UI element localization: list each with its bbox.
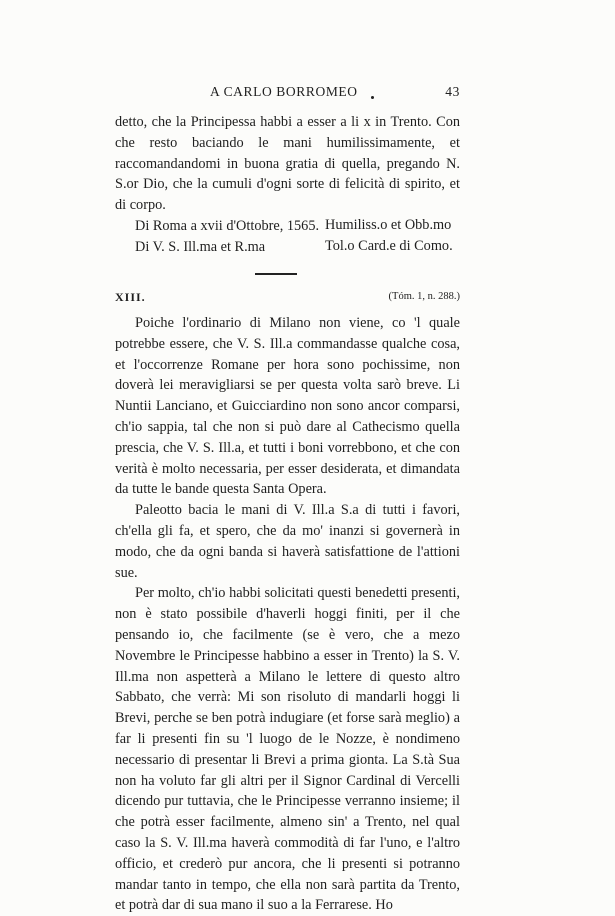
paragraph: Paleotto bacia le mani di V. Ill.a S.a di tutti i favori, ch'ella gli fa, et spero, che da mo' inanzi si governerà in modo, che da ogni banda si haverà satisfattione de l'attioni sue.: [115, 502, 460, 581]
letter-address: Di V. S. Ill.ma et R.ma: [135, 238, 266, 255]
signature-line-1: Humiliss.o et Obb.mo: [325, 217, 452, 233]
section-divider: [255, 273, 297, 275]
letter-xiii-body: [115, 313, 460, 916]
running-title: A CARLO BORROMEO: [210, 84, 358, 99]
ornament-dot: [371, 96, 374, 99]
source-reference: (Tóm. 1, n. 288.): [388, 291, 460, 302]
letter-date: Di Roma a xvii d'Ottobre, 1565.: [135, 217, 320, 234]
letter-number: XIII.: [115, 290, 146, 304]
letter-xii-body: detto, che la Principessa habbi a esser a li x in Trento. Con che resto baciando le mani humilissimamente, et raccomandandomi in buona gratia di quella, pregando N. S.or Dio, che la cumuli d'ogni sorte di felicità di spirito, et di corpo.: [115, 114, 460, 214]
paragraph: Poiche l'ordinario di Milano non viene, co 'l quale potrebbe essere, che V. S. Ill.a commandasse qualche cosa, et l'occorrenze Romane per hora sono pochissime, non doverà lei meravigliarsi se per questa volta sarò breve. Li Nuntii Lanciano, et Guicciardino non sono ancor comparsi, ch'io sappia, tal che non si può dare al Cathecismo quella prescia, che V. S. Ill.a, et tutti i boni vorrebbono, et che con verità è molto necessaria, per esser desiderata, et dimandata da tutte le bande questa Santa Opera.: [115, 315, 460, 498]
page-number: 43: [445, 84, 460, 99]
signature-line-2: Tol.o Card.e di Como.: [325, 238, 453, 254]
paragraph: Per molto, ch'io habbi solicitati questi benedetti presenti, non è stato possibile d'haverli hoggi finiti, per il che pensando io, che facilmente (se è vero, che a mezo Novembre le Principesse habbino a esser in Trento) la S. V. Ill.ma non aspetterà a Milano le lettere di questo altro Sabbato, che verrà: Mi son risoluto di mandarli hoggi li Brevi, perche se ben potrà indugiare (et forse sarà meglio) a far li presenti fin su 'l luogo de le Nozze, è nondimeno necessario di presentar li Brevi a prima gionta. La S.tà Sua non ha voluto far gli altri per il Signor Cardinal di Vercelli dicendo pur tuttavia, che le Principesse verranno insieme; il che potrà esser facilmente, almeno sin' a Trento, nel qual caso la S. V. Ill.ma haverà commodità di far l'uno, e l'altro officio, et crederò pur ancora, che li presenti si potranno mandar tanto in tempo, che ella non sarà partita da Trento, et potrà dar di sua mano il suo a la Ferrarese. Ho: [115, 585, 460, 914]
